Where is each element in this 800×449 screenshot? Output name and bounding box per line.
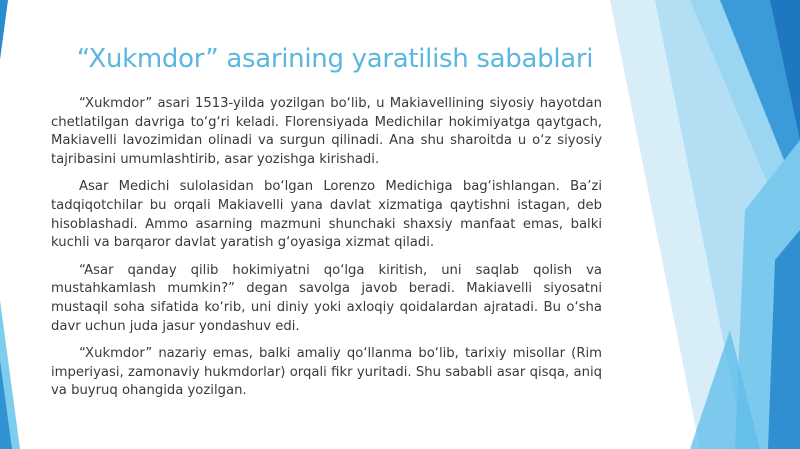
- body-paragraph: “Xukmdor” asari 1513-yilda yozilgan bo‘lib, u Makiavellining siyosiy hayotdan chetlatilgan davriga to‘g‘ri keladi. Florensiyada Medichilar hokimiyatga qaytgach, Makiavelli lavozimidan olinadi va surgun qilinadi. Ana shu sharoitda u o‘z siyosiy tajribasini umumlashtirib, asar yozishga kirishadi.: [51, 96, 602, 167]
- left-accent-shape: [0, 0, 8, 60]
- body-paragraph: “Asar qanday qilib hokimiyatni qo‘lga kiritish, uni saqlab qolish va mustahkamlash mumkin?” degan savolga javob beradi. Makiavelli siyosatni mustaqil soha sifatida ko‘rib, uni diniy yoki axloqiy qoidalardan ajratadi. Bu o‘sha davr uchun juda jasur yondashuv edi.: [51, 262, 602, 334]
- body-paragraph: “Xukmdor” nazariy emas, balki amaliy qo‘llanma bo‘lib, tarixiy misollar (Rim imperiyasi, zamonaviy hukmdorlar) orqali fikr yuritadi. Shu sababli asar qisqa, aniq va buyruq ohangida yozilgan.: [51, 346, 602, 399]
- slide-body: [51, 95, 602, 410]
- body-paragraph: Asar Medichi sulolasidan bo‘lgan Lorenzo Medichiga bag‘ishlangan. Ba’zi tadqiqotchilar bu orqali Makiavelli yana davlat xizmatiga qaytishni istagan, deb hisoblashadi. Ammo asarning mazmuni shunchaki shaxsiy manfaat emas, balki kuchli va barqaror davlat yaratish g‘oyasiga xizmat qiladi.: [51, 179, 602, 251]
- slide-title: “Xukmdor” asarining yaratilish sabablari: [76, 44, 594, 74]
